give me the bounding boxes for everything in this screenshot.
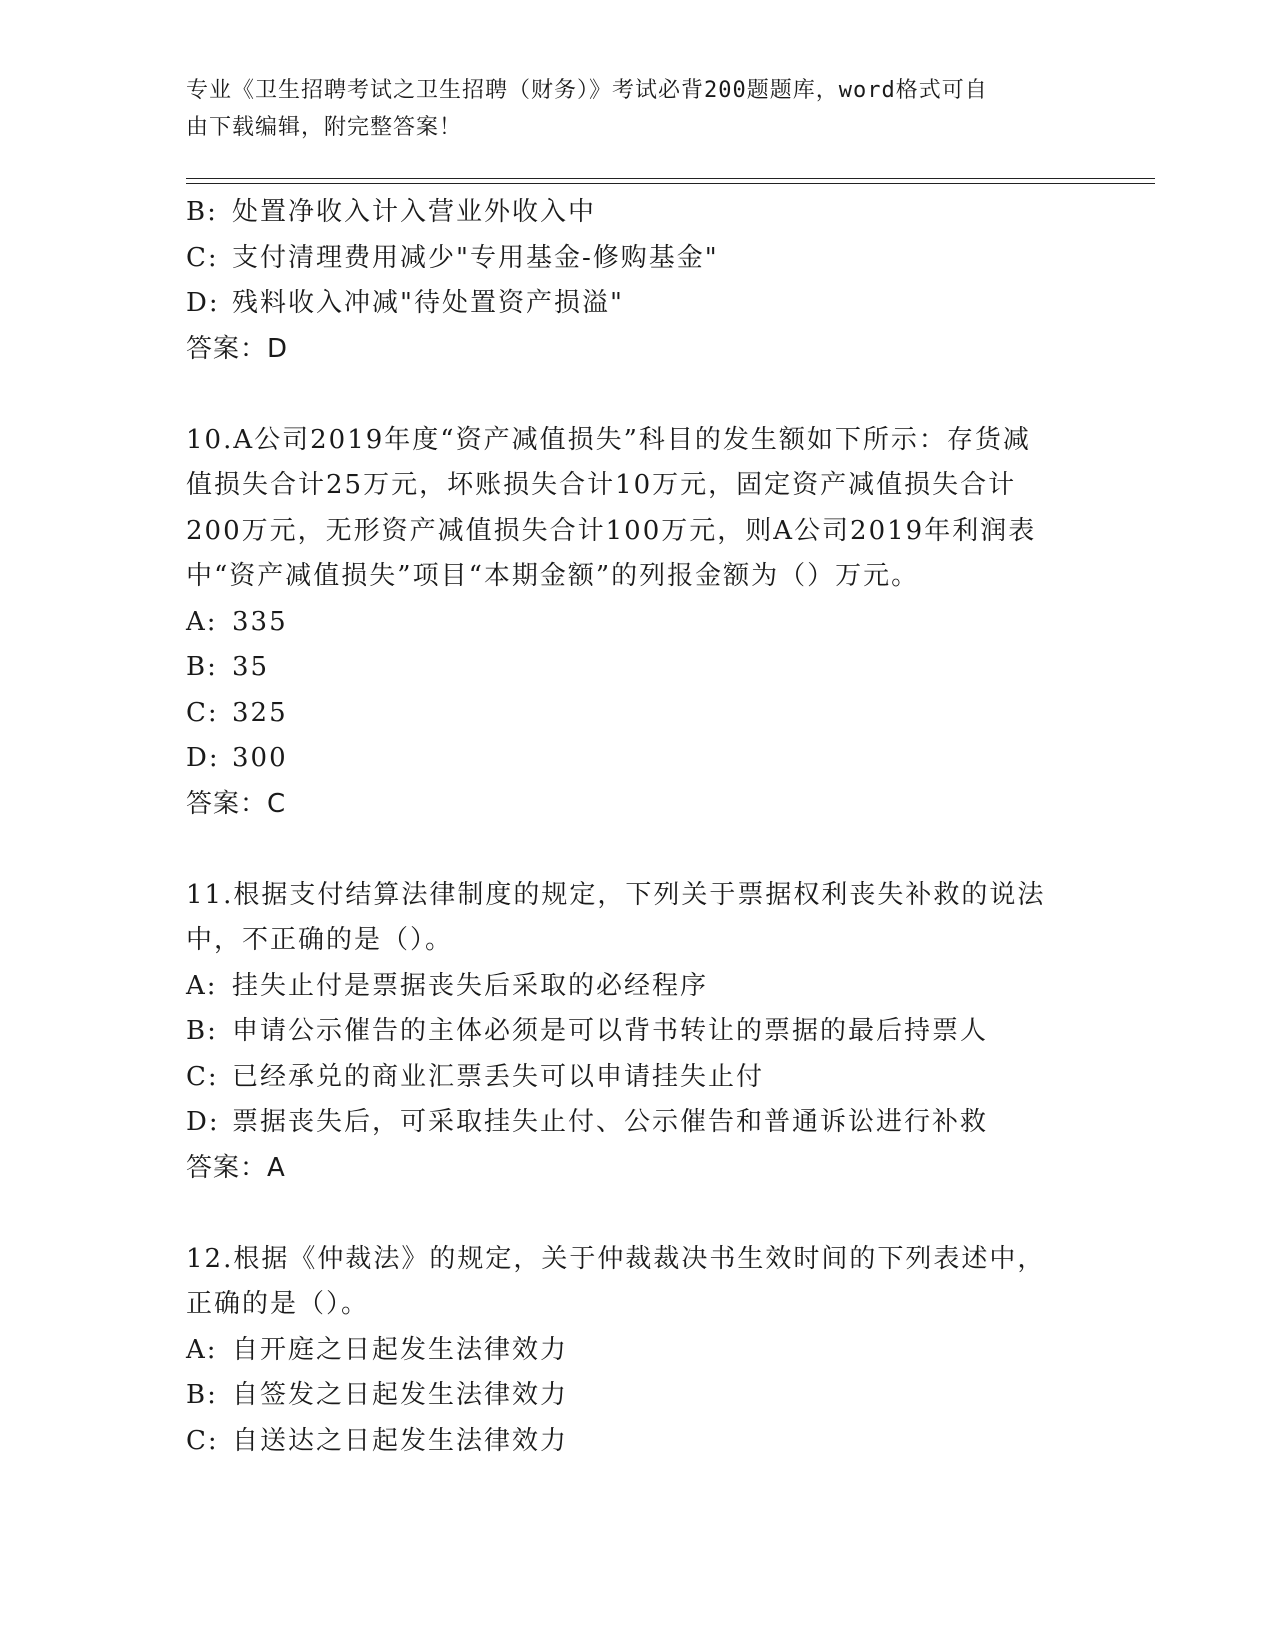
option-text: 自送达之日起发生法律效力 — [232, 1425, 569, 1456]
question-12 — [186, 1237, 1086, 1465]
option-c — [186, 691, 1086, 737]
answer-line: 答案：A — [186, 1152, 286, 1183]
option-letter: C: — [186, 1425, 219, 1456]
document-header — [186, 72, 1076, 146]
option-letter: C: — [186, 697, 219, 728]
option-d — [186, 281, 1086, 327]
option-letter: B: — [186, 197, 218, 227]
option-letter: D: — [186, 288, 220, 318]
option-c — [186, 1419, 1086, 1465]
option-c — [186, 236, 1086, 282]
question-10 — [186, 418, 1086, 828]
question-text-line: 中“资产减值损失”项目“本期金额”的列报金额为（）万元。 — [186, 561, 920, 591]
answer-line: 答案：D — [186, 333, 289, 364]
option-letter: A: — [186, 970, 218, 1001]
question-text-line: 11.根据支付结算法律制度的规定，下列关于票据权利丧失补救的说法 — [186, 879, 1046, 910]
header-line-1: 专业《卫生招聘考试之卫生招聘（财务）》考试必背200题题库，word格式可自 — [186, 78, 988, 103]
option-letter: B: — [186, 1016, 218, 1046]
option-b — [186, 1373, 1086, 1419]
answer-line: 答案：C — [186, 788, 287, 819]
option-text: 325 — [232, 697, 288, 728]
option-d — [186, 1100, 1086, 1146]
option-text: 挂失止付是票据丧失后采取的必经程序 — [232, 970, 709, 1001]
question-content — [186, 190, 1086, 1464]
option-letter: D: — [186, 743, 220, 773]
option-text: 300 — [232, 743, 288, 773]
option-text: 残料收入冲减"待处置资产损溢" — [232, 288, 624, 318]
option-letter: A: — [186, 1334, 218, 1365]
question-text-line: 正确的是（）。 — [186, 1289, 370, 1319]
question-text-line: 值损失合计25万元，坏账损失合计10万元，固定资产减值损失合计 — [186, 470, 1017, 500]
option-text: 自签发之日起发生法律效力 — [232, 1380, 569, 1410]
question-text-line: 10.A公司2019年度“资产减值损失”科目的发生额如下所示：存货减 — [186, 424, 1031, 455]
question-text-line: 12.根据《仲裁法》的规定，关于仲裁裁决书生效时间的下列表述中， — [186, 1243, 1046, 1274]
option-letter: C: — [186, 1061, 219, 1092]
option-letter: C: — [186, 242, 219, 273]
header-divider-bottom — [186, 183, 1155, 184]
spacer — [186, 1191, 1086, 1237]
option-b — [186, 1009, 1086, 1055]
option-a — [186, 600, 1086, 646]
option-text: 35 — [232, 652, 270, 682]
option-d — [186, 736, 1086, 782]
option-letter: B: — [186, 652, 218, 682]
option-text: 处置净收入计入营业外收入中 — [232, 197, 597, 227]
header-line-2: 由下载编辑，附完整答案！ — [186, 115, 463, 140]
option-a — [186, 964, 1086, 1010]
question-9-remainder — [186, 190, 1086, 372]
spacer — [186, 372, 1086, 418]
spacer — [186, 827, 1086, 873]
option-a — [186, 1328, 1086, 1374]
option-text: 支付清理费用减少"专用基金-修购基金" — [232, 242, 719, 273]
header-divider-top — [186, 178, 1155, 179]
option-b — [186, 190, 1086, 236]
option-text: 335 — [232, 606, 288, 637]
option-letter: B: — [186, 1380, 218, 1410]
option-text: 已经承兑的商业汇票丢失可以申请挂失止付 — [232, 1061, 765, 1092]
option-text: 票据丧失后，可采取挂失止付、公示催告和普通诉讼进行补救 — [232, 1107, 989, 1137]
option-text: 申请公示催告的主体必须是可以背书转让的票据的最后持票人 — [232, 1016, 989, 1046]
option-text: 自开庭之日起发生法律效力 — [232, 1334, 569, 1365]
option-b — [186, 645, 1086, 691]
question-text-line: 200万元，无形资产减值损失合计100万元，则A公司2019年利润表 — [186, 515, 1037, 546]
option-c — [186, 1055, 1086, 1101]
question-11 — [186, 873, 1086, 1192]
option-letter: A: — [186, 606, 218, 637]
question-text-line: 中，不正确的是（）。 — [186, 925, 454, 955]
option-letter: D: — [186, 1107, 220, 1137]
